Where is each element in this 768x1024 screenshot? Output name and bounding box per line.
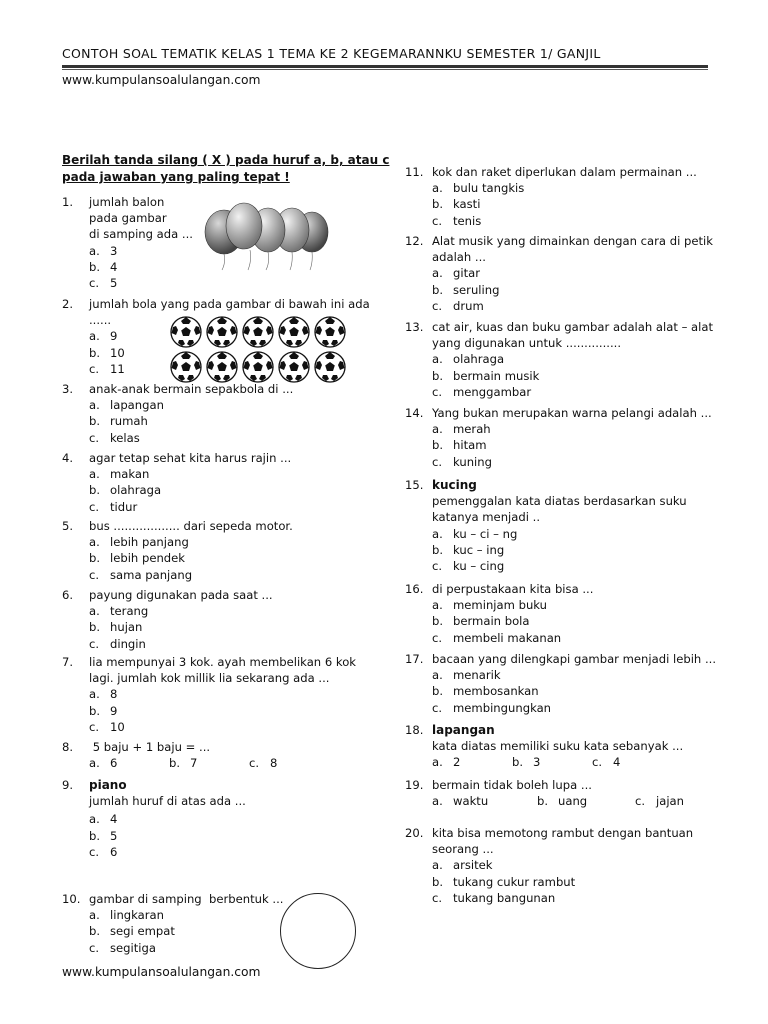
option-a[interactable] — [432, 597, 725, 613]
question-6 — [62, 587, 392, 652]
option-a[interactable] — [432, 265, 725, 281]
option-letter: c. — [89, 636, 100, 651]
option-letter: b. — [537, 794, 549, 809]
soccer-ball — [207, 352, 237, 382]
option-text: tidur — [110, 499, 138, 514]
option-letter: a. — [89, 908, 100, 923]
option-b[interactable] — [89, 828, 392, 844]
question-4 — [62, 450, 392, 515]
option-text: segitiga — [110, 940, 156, 955]
option-text: uang — [558, 794, 588, 809]
option-text: lapangan — [110, 398, 164, 413]
option-text: 6 — [110, 756, 118, 771]
option-text: menarik — [453, 668, 501, 683]
option-text: sama panjang — [110, 567, 193, 582]
question-17 — [405, 651, 725, 716]
option-text: kasti — [453, 197, 481, 212]
option-letter: c. — [432, 700, 443, 715]
soccer-ball — [279, 352, 309, 382]
question-stem: jumlah balon pada gambar di samping ada ... — [89, 195, 193, 242]
option-text: waktu — [453, 794, 489, 809]
option-text: lebih panjang — [110, 535, 189, 550]
option-text: 10 — [110, 719, 125, 734]
option-c[interactable] — [432, 213, 725, 229]
option-letter: a. — [89, 243, 100, 258]
question-word: kucing — [432, 478, 477, 492]
option-text: olahraga — [110, 483, 162, 498]
option-text: 10 — [110, 345, 125, 360]
option-text: 4 — [110, 259, 118, 274]
option-c[interactable] — [89, 430, 392, 446]
option-letter: c. — [89, 430, 100, 445]
question-stem: cat air, kuas dan buku gambar adalah alat – alat yang digunakan untuk ............... — [432, 320, 714, 351]
option-letter: c. — [89, 276, 100, 291]
option-text: drum — [453, 298, 484, 313]
question-12 — [405, 233, 725, 314]
question-9 — [62, 777, 392, 860]
option-text: kuning — [453, 454, 492, 469]
option-letter: a. — [89, 535, 100, 550]
question-stem: di perpustakaan kita bisa ... — [432, 582, 594, 596]
option-text: 4 — [110, 812, 118, 827]
header-rule-thin — [62, 69, 708, 70]
option-c[interactable] — [89, 844, 392, 860]
option-text: dingin — [110, 636, 146, 651]
option-a[interactable] — [89, 534, 392, 550]
question-stem: lia mempunyai 3 kok. ayah membelikan 6 kok lagi. jumlah kok millik lia sekarang ada ... — [89, 655, 356, 686]
question-number: 1. — [62, 195, 74, 209]
question-stem: kok dan raket diperlukan dalam permainan ... — [432, 165, 697, 179]
question-number: 5. — [62, 519, 74, 533]
question-19 — [405, 777, 725, 809]
footer-url: www.kumpulansoalulangan.com — [62, 965, 261, 979]
soccer-ball — [243, 317, 273, 347]
question-number: 2. — [62, 297, 74, 311]
option-letter: a. — [432, 352, 443, 367]
option-letter: b. — [432, 684, 444, 699]
question-number: 18. — [405, 723, 424, 737]
option-letter: c. — [432, 454, 443, 469]
option-text: 7 — [190, 756, 198, 771]
option-text: gitar — [453, 266, 480, 281]
option-b[interactable] — [432, 368, 725, 384]
option-letter: b. — [89, 483, 101, 498]
question-8 — [62, 739, 392, 771]
option-letter: c. — [432, 559, 443, 574]
option-text: terang — [110, 604, 149, 619]
question-stem: gambar di samping berbentuk ... — [89, 892, 284, 906]
question-stem: agar tetap sehat kita harus rajin ... — [89, 451, 292, 465]
option-letter: c. — [89, 361, 100, 376]
question-14 — [405, 405, 725, 470]
option-text: seruling — [453, 282, 500, 297]
option-c[interactable] — [635, 793, 715, 809]
question-13 — [405, 319, 725, 400]
option-c[interactable] — [432, 890, 725, 906]
question-word: lapangan — [432, 723, 495, 737]
balloons-illustration — [200, 200, 330, 272]
option-letter: b. — [169, 756, 181, 771]
soccer-ball — [315, 352, 345, 382]
option-c[interactable] — [249, 755, 329, 771]
option-b[interactable] — [432, 437, 725, 453]
option-letter: a. — [432, 526, 443, 541]
question-16 — [405, 581, 725, 646]
option-text: hujan — [110, 620, 143, 635]
question-stem: payung digunakan pada saat ... — [89, 588, 273, 602]
option-letter: a. — [89, 756, 100, 771]
soccer-ball — [243, 352, 273, 382]
option-letter: b. — [432, 542, 444, 557]
option-a[interactable] — [89, 686, 392, 702]
option-c[interactable] — [432, 384, 725, 400]
option-text: merah — [453, 422, 491, 437]
option-b[interactable] — [432, 874, 725, 890]
option-text: tenis — [453, 213, 482, 228]
option-text: 6 — [110, 844, 118, 859]
soccer-balls-illustration — [170, 316, 350, 384]
option-b[interactable] — [169, 755, 249, 771]
question-stem: Alat musik yang dimainkan dengan cara di petik adalah ... — [432, 234, 713, 265]
option-text: 2 — [453, 755, 461, 770]
option-letter: b. — [89, 703, 101, 718]
option-letter: a. — [89, 329, 100, 344]
option-text: tukang bangunan — [453, 890, 556, 905]
question-number: 16. — [405, 582, 424, 596]
option-text: kelas — [110, 430, 140, 445]
option-b[interactable] — [89, 619, 392, 635]
option-letter: a. — [432, 668, 443, 683]
option-text: 9 — [110, 703, 118, 718]
question-11 — [405, 164, 725, 229]
question-number: 12. — [405, 234, 424, 248]
option-text: jajan — [656, 794, 684, 809]
option-c[interactable] — [592, 754, 672, 770]
option-a[interactable] — [89, 466, 392, 482]
question-18 — [405, 722, 725, 771]
option-a[interactable] — [432, 793, 537, 809]
option-letter: b. — [89, 259, 101, 274]
option-text: bulu tangkis — [453, 181, 525, 196]
question-5 — [62, 518, 392, 583]
question-stem: jumlah bola yang pada gambar di bawah ini ada ...... — [89, 297, 370, 328]
option-letter: a. — [432, 755, 443, 770]
option-letter: a. — [432, 181, 443, 196]
option-text: makan — [110, 467, 150, 482]
option-a[interactable] — [89, 755, 169, 771]
question-number: 13. — [405, 320, 424, 334]
option-text: ku – ci – ng — [453, 526, 518, 541]
question-stem: bacaan yang dilengkapi gambar menjadi lebih ... — [432, 652, 717, 666]
option-letter: a. — [432, 598, 443, 613]
soccer-ball — [279, 317, 309, 347]
option-a[interactable] — [432, 351, 725, 367]
question-number: 6. — [62, 588, 74, 602]
question-stem: bus .................. dari sepeda motor. — [89, 519, 293, 533]
option-letter: c. — [249, 756, 260, 771]
option-text: 5 — [110, 276, 118, 291]
question-stem: jumlah huruf di atas ada ... — [89, 794, 246, 809]
soccer-ball — [315, 317, 345, 347]
option-letter: b. — [432, 282, 444, 297]
option-c[interactable] — [89, 499, 392, 515]
instructions: Berilah tanda silang ( X ) pada huruf a, b, atau c pada jawaban yang paling tepat ! — [62, 153, 390, 184]
option-text: arsitek — [453, 858, 493, 873]
option-letter: a. — [89, 812, 100, 827]
question-number: 20. — [405, 826, 424, 840]
option-b[interactable] — [537, 793, 635, 809]
option-b[interactable] — [432, 196, 725, 212]
question-number: 15. — [405, 478, 424, 492]
question-stem: bermain tidak boleh lupa ... — [432, 778, 592, 792]
option-a[interactable] — [89, 397, 392, 413]
option-a[interactable] — [432, 857, 725, 873]
option-text: rumah — [110, 414, 148, 429]
option-letter: c. — [89, 844, 100, 859]
option-letter: b. — [89, 551, 101, 566]
soccer-ball — [171, 317, 201, 347]
option-text: segi empat — [110, 924, 175, 939]
option-a[interactable] — [89, 603, 392, 619]
question-stem: Yang bukan merupakan warna pelangi adalah ... — [432, 406, 712, 420]
option-c[interactable] — [432, 298, 725, 314]
option-letter: c. — [432, 298, 443, 313]
option-text: membingungkan — [453, 700, 552, 715]
option-text: bermain bola — [453, 614, 530, 629]
question-number: 17. — [405, 652, 424, 666]
option-text: membosankan — [453, 684, 539, 699]
option-text: bermain musik — [453, 368, 540, 383]
option-text: 5 — [110, 828, 118, 843]
option-text: meminjam buku — [453, 598, 548, 613]
option-text: 9 — [110, 329, 118, 344]
question-number: 10. — [62, 892, 81, 906]
option-letter: c. — [89, 940, 100, 955]
header-url: www.kumpulansoalulangan.com — [62, 73, 261, 87]
question-number: 4. — [62, 451, 74, 465]
option-letter: c. — [89, 567, 100, 582]
question-15 — [405, 477, 725, 574]
option-b[interactable] — [89, 550, 392, 566]
option-a[interactable] — [89, 811, 392, 827]
soccer-ball — [207, 317, 237, 347]
question-number: 11. — [405, 165, 424, 179]
option-b[interactable] — [89, 413, 392, 429]
option-c[interactable] — [432, 558, 725, 574]
option-letter: c. — [89, 499, 100, 514]
option-b[interactable] — [89, 703, 392, 719]
option-text: lebih pendek — [110, 551, 186, 566]
option-letter: c. — [592, 755, 603, 770]
option-c[interactable] — [432, 454, 725, 470]
question-3 — [62, 381, 392, 446]
option-letter: b. — [432, 874, 444, 889]
question-word: piano — [89, 778, 127, 792]
option-letter: a. — [89, 687, 100, 702]
option-letter: a. — [432, 794, 443, 809]
option-text: hitam — [453, 438, 487, 453]
question-number: 14. — [405, 406, 424, 420]
option-letter: a. — [89, 467, 100, 482]
option-text: kuc – ing — [453, 542, 505, 557]
question-stem: 5 baju + 1 baju = ... — [89, 740, 211, 754]
option-letter: c. — [432, 890, 443, 905]
question-number: 3. — [62, 382, 74, 396]
option-letter: b. — [89, 414, 101, 429]
option-text: ku – cing — [453, 559, 505, 574]
question-number: 8. — [62, 740, 74, 754]
option-c[interactable] — [89, 275, 392, 291]
option-text: 11 — [110, 361, 125, 376]
option-text: membeli makanan — [453, 630, 562, 645]
option-letter: b. — [89, 620, 101, 635]
option-letter: a. — [432, 858, 443, 873]
option-b[interactable] — [432, 542, 725, 558]
option-letter: b. — [89, 924, 101, 939]
option-letter: b. — [432, 438, 444, 453]
option-a[interactable] — [432, 421, 725, 437]
header-title: CONTOH SOAL TEMATIK KELAS 1 TEMA KE 2 KEGEMARANNKU SEMESTER 1/ GANJIL — [62, 46, 601, 61]
option-c[interactable] — [432, 700, 725, 716]
option-letter: b. — [432, 197, 444, 212]
option-letter: b. — [89, 828, 101, 843]
option-text: tukang cukur rambut — [453, 874, 576, 889]
question-stem: kata diatas memiliki suku kata sebanyak ... — [432, 739, 684, 754]
question-stem: pemenggalan kata diatas berdasarkan suku katanya menjadi .. — [432, 494, 687, 525]
option-text: 3 — [533, 755, 541, 770]
option-a[interactable] — [432, 754, 512, 770]
option-letter: c. — [89, 719, 100, 734]
option-a[interactable] — [432, 667, 725, 683]
option-letter: c. — [432, 384, 443, 399]
option-c[interactable] — [89, 636, 392, 652]
question-stem: anak-anak bermain sepakbola di ... — [89, 382, 294, 396]
option-text: lingkaran — [110, 908, 164, 923]
option-b[interactable] — [432, 282, 725, 298]
question-number: 19. — [405, 778, 424, 792]
balloon — [226, 203, 262, 249]
question-stem: kita bisa memotong rambut dengan bantuan seorang ... — [432, 826, 694, 857]
option-text: olahraga — [453, 352, 505, 367]
option-b[interactable] — [89, 482, 392, 498]
option-text: 4 — [613, 755, 621, 770]
question-number: 7. — [62, 655, 74, 669]
option-text: 8 — [110, 687, 118, 702]
option-text: menggambar — [453, 384, 532, 399]
question-7 — [62, 654, 392, 735]
soccer-ball — [171, 352, 201, 382]
option-a[interactable] — [432, 180, 725, 196]
option-b[interactable] — [432, 613, 725, 629]
option-b[interactable] — [512, 754, 592, 770]
option-c[interactable] — [89, 719, 392, 735]
option-letter: c. — [635, 794, 646, 809]
option-letter: c. — [432, 630, 443, 645]
question-number: 9. — [62, 778, 74, 792]
option-c[interactable] — [432, 630, 725, 646]
option-letter: c. — [432, 213, 443, 228]
option-letter: b. — [512, 755, 524, 770]
option-letter: a. — [432, 266, 443, 281]
option-c[interactable] — [89, 567, 392, 583]
option-letter: b. — [89, 345, 101, 360]
option-letter: b. — [432, 368, 444, 383]
option-letter: b. — [432, 614, 444, 629]
question-20 — [405, 825, 725, 906]
option-letter: a. — [89, 398, 100, 413]
option-text: 3 — [110, 243, 118, 258]
circle-shape-figure — [280, 893, 356, 969]
option-b[interactable] — [432, 683, 725, 699]
option-letter: a. — [432, 422, 443, 437]
header-rule — [62, 65, 708, 68]
option-letter: a. — [89, 604, 100, 619]
option-a[interactable] — [432, 526, 725, 542]
option-text: 8 — [270, 756, 278, 771]
